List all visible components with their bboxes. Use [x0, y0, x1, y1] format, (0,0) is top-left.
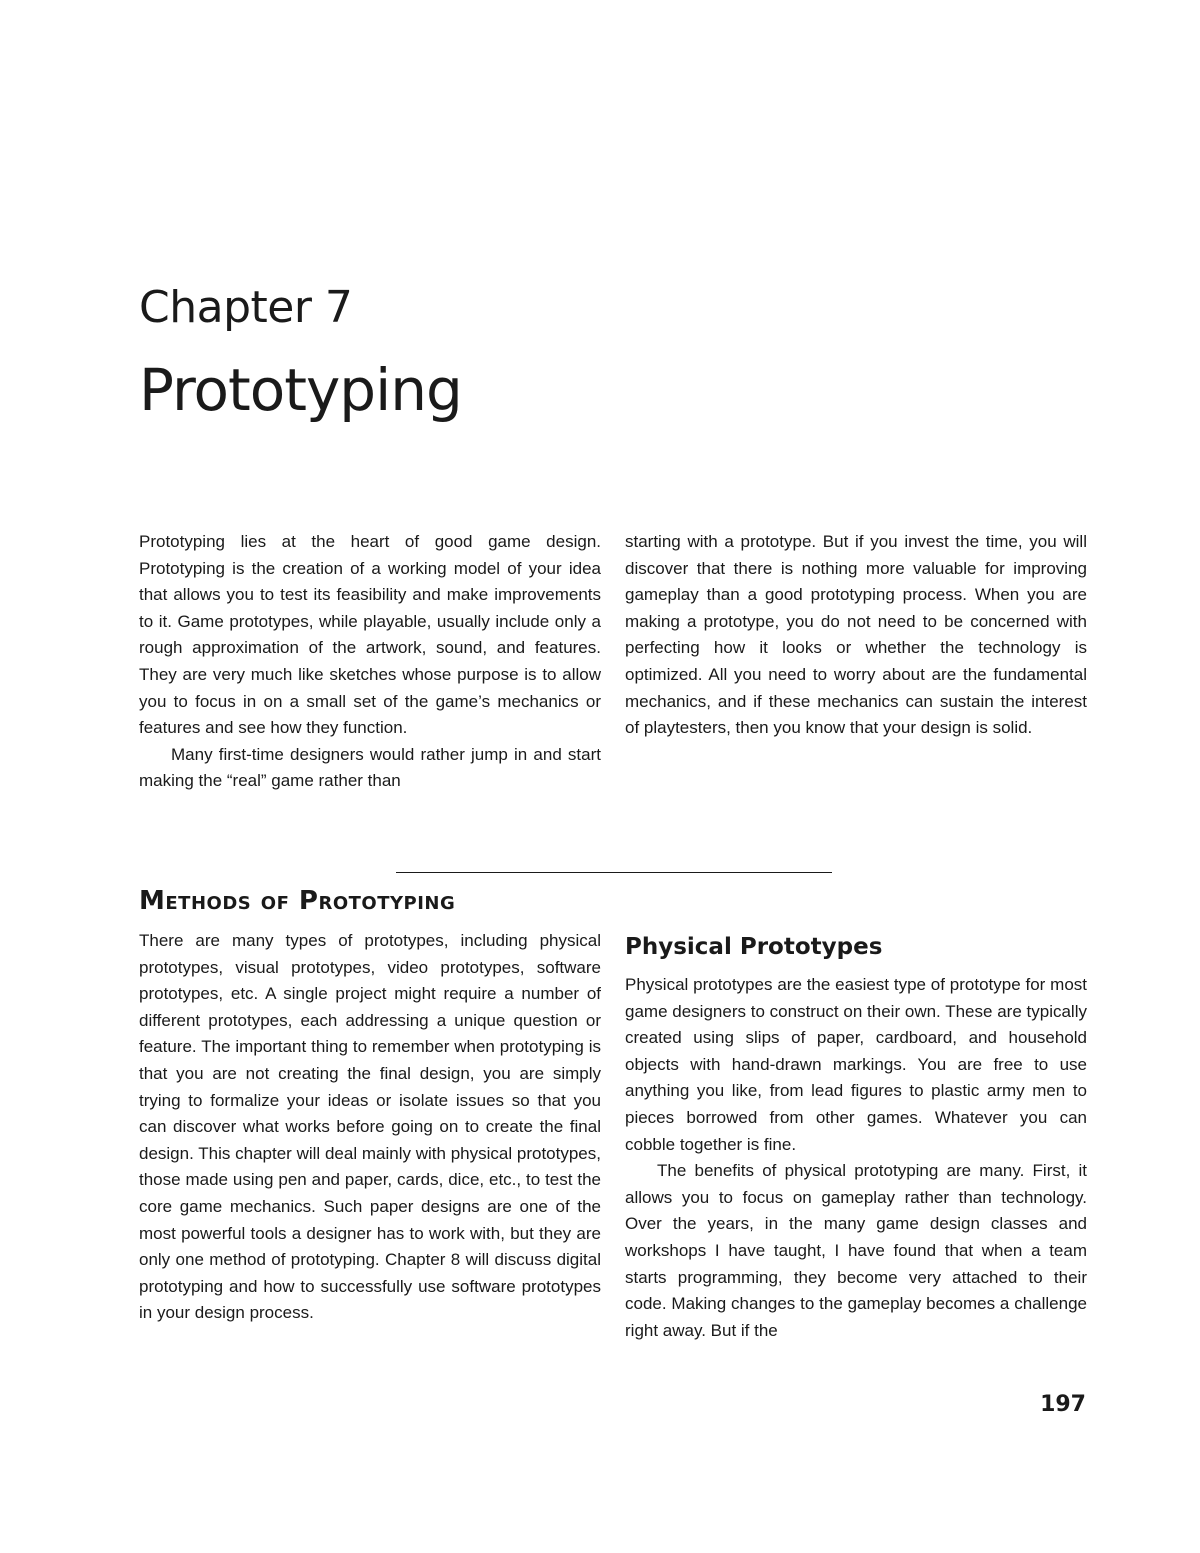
physical-paragraph: The benefits of physical prototyping are many. First, it allows you to focus on gameplay rather than technology. Over the years, in the many game design classes and workshops I have taught, I have found that when a team starts programming, they become very attached to their code. Making changes to the gameplay becomes a challenge right away. But if the	[625, 1161, 1087, 1340]
subsection-heading-physical: Physical Prototypes	[625, 934, 883, 960]
intro-paragraph: Prototyping lies at the heart of good game design. Prototyping is the creation of a working model of your idea that allows you to test its feasibility and make improvements to it. Game prototypes, while playable, usually include only a rough approximation of the artwork, sound, and features. They are very much like sketches whose purpose is to allow you to focus in on a small set of the game’s mechanics or features and see how they function.	[139, 532, 601, 738]
intro-column-right	[625, 529, 1087, 742]
methods-body	[139, 928, 601, 1327]
intro-column-left	[139, 529, 601, 795]
chapter-title: Prototyping	[139, 356, 462, 424]
chapter-label: Chapter 7	[139, 282, 353, 333]
section-heading-methods: Methods of Prototyping	[139, 886, 456, 916]
section-divider	[396, 872, 832, 873]
intro-paragraph: starting with a prototype. But if you invest the time, you will discover that there is nothing more valuable for improving gameplay than a good prototyping process. When you are making a prototype, you do not need to be concerned with perfecting how it looks or whether the technology is optimized. All you need to worry about are the fundamental mechanics, and if these mechanics can sustain the interest of playtesters, then you know that your design is solid.	[625, 532, 1087, 738]
page-number: 197	[1040, 1392, 1086, 1417]
physical-body	[625, 972, 1087, 1344]
methods-paragraph: There are many types of prototypes, including physical prototypes, visual prototypes, video prototypes, software prototypes, etc. A single project might require a number of different prototypes, each addressing a unique question or feature. The important thing to remember when prototyping is that you are not creating the final design, you are simply trying to formalize your ideas or isolate issues so that you can discover what works before going on to create the final design. This chapter will deal mainly with physical prototypes, those made using pen and paper, cards, dice, etc., to test the core game mechanics. Such paper designs are one of the most powerful tools a designer has to work with, but they are only one method of prototyping. Chapter 8 will discuss digital prototyping and how to successfully use software prototypes in your design process.	[139, 931, 601, 1323]
intro-paragraph: Many first-time designers would rather jump in and start making the “real” game rather than	[139, 744, 601, 791]
physical-paragraph: Physical prototypes are the easiest type of prototype for most game designers to construct on their own. These are typically created using slips of paper, cardboard, and household objects with hand-drawn markings. You are free to use anything you like, from lead figures to plastic army men to pieces borrowed from other games. Whatever you can cobble together is fine.	[625, 975, 1087, 1154]
